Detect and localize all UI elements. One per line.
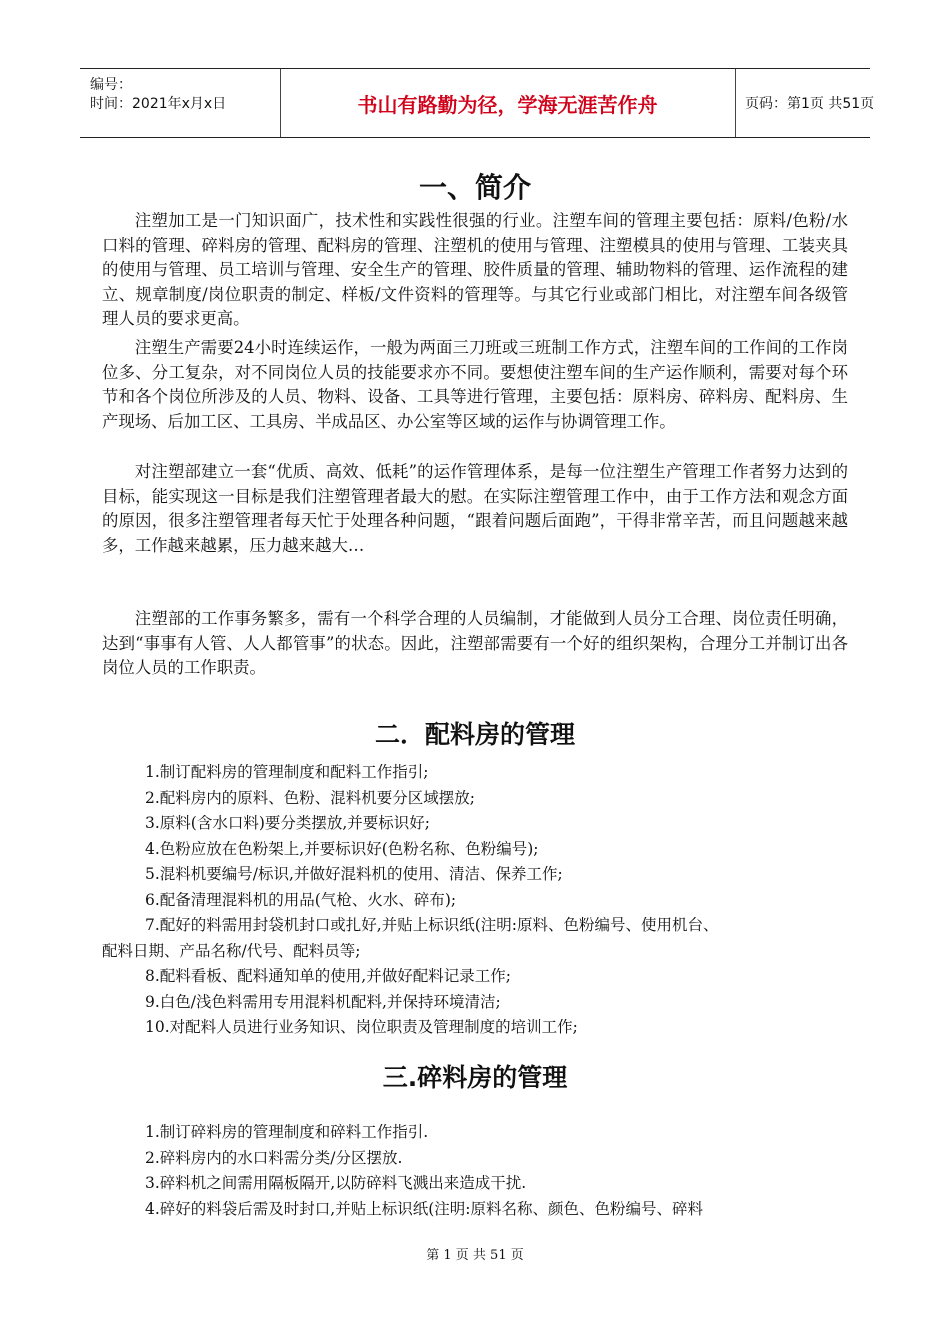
list-item-text: 3.原料(含水口料)要分类摆放,并要标识好; <box>145 814 431 832</box>
list-item <box>145 862 865 888</box>
crushing-room-list <box>145 1120 865 1222</box>
list-item-text: 2.碎料房内的水口料需分类/分区摆放. <box>145 1148 403 1167</box>
document-number-label: 编号： <box>90 77 132 93</box>
list-item-text: 2.配料房内的原料、色粉、混料机要分区域摆放; <box>145 788 476 807</box>
list-item-text: 4.碎好的料袋后需及时封口,并贴上标识纸(注明:原料名称、颜色、色粉编号、碎料 <box>145 1199 703 1218</box>
list-item-text: 1.制订配料房的管理制度和配料工作指引; <box>145 763 429 781</box>
list-item <box>145 811 865 837</box>
list-item <box>145 786 865 812</box>
list-item <box>145 964 865 990</box>
list-item-continuation: 配料日期、产品名称/代号、配料员等; <box>102 941 361 960</box>
intro-paragraph: 注塑加工是一门知识面广，技术性和实践性很强的行业。注塑车间的管理主要包括：原料/色粉/水口料的管理、碎料房的管理、配料房的管理、注塑机的使用与管理、注塑模具的使用与管理、工装夹具的使用与管理、员工培训与管理、安全生产的管理、胶件质量的管理、辅助物料的管理、运作流程的建立、规章制度/岗位职责的制定、样板/文件资料的管理等。与其它行业或部门相比，对注塑车间各级管理人员的要求更高。 <box>102 211 848 328</box>
header-meta-cell <box>80 69 281 137</box>
list-item-text: 5.混料机要编号/标识,并做好混料机的使用、清洁、保养工作; <box>145 865 563 883</box>
header-table <box>80 68 875 138</box>
intro-paragraph: 注塑部的工作事务繁多，需有一个科学合理的人员编制，才能做到人员分工合理、岗位责任明确，达到“事事有人管、人人都管事”的状态。因此，注塑部需要有一个好的组织架构，合理分工并制订出各岗位人员的工作职责。 <box>102 609 848 677</box>
list-item-text: 3.碎料机之间需用隔板隔开,以防碎料飞溅出来造成干扰. <box>145 1174 527 1192</box>
list-item-text: 6.配备清理混料机的用品(气枪、火水、碎布); <box>145 890 457 909</box>
section-title-crushing-room: 三.碎料房的管理 <box>382 1063 568 1092</box>
list-item <box>102 913 865 964</box>
list-item <box>145 990 865 1016</box>
list-item <box>145 1146 865 1172</box>
section-title-introduction: 一、简介 <box>418 171 531 204</box>
intro-paragraph: 对注塑部建立一套“优质、高效、低耗”的运作管理体系，是每一位注塑生产管理工作者努力达到的目标，能实现这一目标是我们注塑管理者最大的慰。在实际注塑管理工作中，由于工作方法和观念方面的原因，很多注塑管理者每天忙于处理各种问题，“跟着问题后面跑”，干得非常辛苦，而且问题越来越多，工作越来越累，压力越来越大… <box>102 462 848 555</box>
list-item <box>145 888 865 914</box>
section-title-batching-room: 二．配料房的管理 <box>374 720 575 749</box>
list-item-text: 4.色粉应放在色粉架上,并要标识好(色粉名称、色粉编号); <box>145 839 539 858</box>
list-item <box>145 1197 865 1223</box>
list-item-text: 9.白色/浅色料需用专用混料机配料,并保持环境清洁; <box>145 992 501 1011</box>
document-date-label: 时间：2021年x月x日 <box>90 96 227 112</box>
list-item <box>145 1120 865 1146</box>
list-item-text: 10.对配料人员进行业务知识、岗位职责及管理制度的培训工作; <box>145 1018 578 1036</box>
intro-paragraph: 注塑生产需要24小时连续运作，一般为两面三刀班或三班制工作方式，注塑车间的工作间的工作岗位多、分工复杂，对不同岗位人员的技能要求亦不同。要想使注塑车间的生产运作顺利，需要对每个环节和各个岗位所涉及的人员、物料、设备、工具等进行管理，主要包括：原料房、碎料房、配料房、生产现场、后加工区、工具房、半成品区、办公室等区域的运作与协调管理工作。 <box>102 338 848 431</box>
header-page-number: 页码：第1页 共51页 <box>745 96 875 112</box>
list-item <box>145 760 865 786</box>
page-footer: 第 1 页 共 51 页 <box>426 1248 524 1263</box>
header-motto: 书山有路勤为径，学海无涯苦作舟 <box>280 69 736 137</box>
batching-room-list <box>102 760 865 1041</box>
list-item <box>145 1171 865 1197</box>
list-item <box>145 837 865 863</box>
list-item <box>145 1015 865 1041</box>
list-item-text: 7.配好的料需用封袋机封口或扎好,并贴上标识纸(注明:原料、色粉编号、使用机台、 <box>145 916 719 934</box>
list-item-text: 8.配料看板、配料通知单的使用,并做好配料记录工作; <box>145 967 511 985</box>
list-item-text: 1.制订碎料房的管理制度和碎料工作指引. <box>145 1123 429 1141</box>
